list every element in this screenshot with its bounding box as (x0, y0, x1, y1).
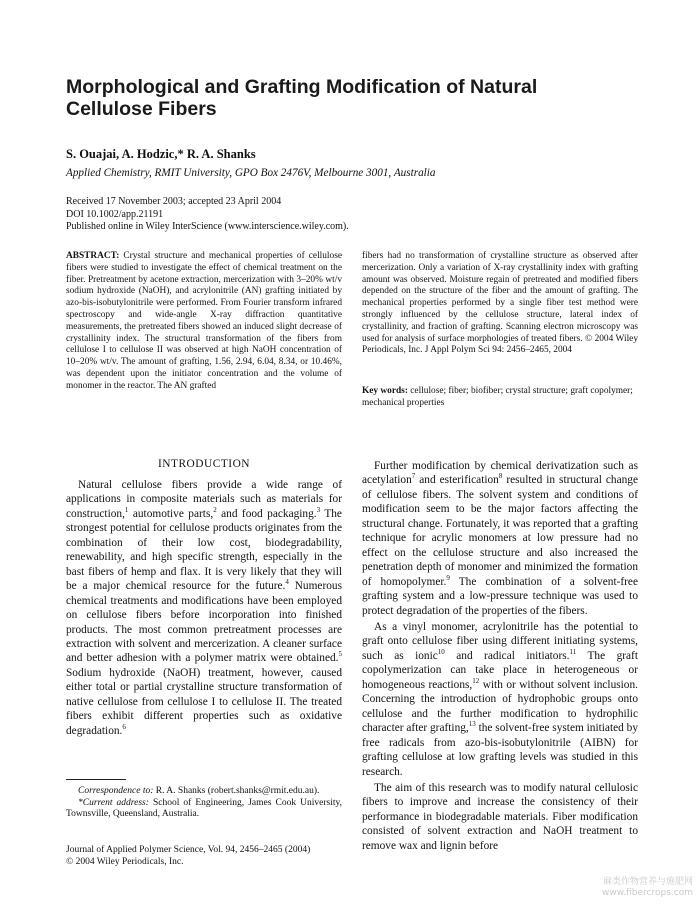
keywords (362, 386, 638, 410)
citation-ref: 2 (213, 506, 217, 515)
intro-paragraph-3 (362, 620, 638, 779)
footnote-text: R. A. Shanks (robert.shanks@rmit.edu.au). (153, 786, 320, 796)
text: Natural cellulose fibers provide a wide range of applications in composite materials such as materials for construction, (66, 479, 342, 520)
footnote-rule (66, 779, 126, 780)
citation-ref: 6 (122, 722, 126, 731)
text: Sodium hydroxide (NaOH) treatment, however, caused either total or partial crystalline structure transformation of native cellulose from cellulose I to cellulose II. The treated fibers exhibit different properties such as oxidative degradation. (66, 666, 342, 737)
journal-info (66, 845, 310, 868)
abstract-label: ABSTRACT: (66, 251, 120, 261)
text: and esterification (415, 474, 499, 487)
citation-ref: 12 (472, 677, 480, 686)
text: the solvent-free system initiated by free radicals from azo-bis-isobutylonitrile (AIBN) for grafting cellulose at low grafting levels was studied in this research. (362, 722, 638, 778)
citation-ref: 8 (498, 472, 503, 481)
section-heading-introduction: INTRODUCTION (157, 458, 251, 470)
abstract-text-left: Crystal structure and mechanical properties of cellulose fibers were studied to investigate the effect of chemical treatment on the fiber. Pretreatment by acetone extraction, mercerization with 3–20% wt/v sodium hydroxide (NaOH), and acrylonitrile (AN) grafting initiated by azo-bis-isobutylonitrile were performed. From Fourier transform infrared spectroscopy and wide-angle X-ray diffraction quantitative measurements, the pretreated fibers showed an induced slight decrease of crystallinity index. The structural transformation of the fibers from cellulose I to cellulose II was observed at high NaOH concentration of 10–20% wt/v. The amount of grafting, 1.56, 2.94, 6.04, 8.34, or 10.46%, was dependent upon the initiator concentration and the volume of monomer in the reactor. The AN grafted (66, 251, 342, 391)
keywords-label: Key words: (362, 386, 408, 396)
abstract-left (66, 251, 342, 393)
author-list: S. Ouajai, A. Hodzic,* R. A. Shanks (66, 147, 256, 161)
doi: DOI 10.1002/app.21191 (66, 208, 164, 220)
correspondence-note (66, 786, 342, 798)
text: automotive parts, (128, 507, 214, 520)
intro-column-right (362, 459, 638, 853)
text: and food packaging. (216, 507, 317, 520)
citation-ref: 7 (411, 472, 416, 481)
text: and radical initiators. (444, 649, 570, 662)
text: As a vinyl monomer, acrylonitrile has the potential to graft onto cellulose fiber using different initiating systems, such as ionic (362, 620, 638, 662)
received-date: Received 17 November 2003; accepted 23 April 2004 (66, 196, 282, 207)
intro-paragraph-1 (66, 478, 342, 738)
watermark (602, 877, 693, 899)
citation-ref: 13 (468, 720, 476, 729)
article-history (66, 196, 349, 234)
text: Numerous chemical treatments and modifications have been employed on cellulose fibers before incorporation into finished products. The most common pretreatment processes are extraction with solvent and mercerization. A cleaner surface and better adhesion with a polymer matrix were obtained. (66, 580, 342, 665)
affiliation: Applied Chemistry, RMIT University, GPO Box 2476V, Melbourne 3001, Australia (66, 167, 436, 179)
footnote-label: *Current address: (78, 797, 149, 808)
keywords-text: cellulose; fiber; biofiber; crystal structure; graft copolymer; mechanical properties (362, 386, 633, 408)
citation-ref: 11 (569, 648, 577, 657)
text: Further modification by chemical derivatization such as acetylation (362, 460, 638, 487)
text: The combination of a solvent-free grafting system and a low-pressure technique was used to protect degradation of the properties of the fibers. (362, 575, 638, 617)
text: resulted in structural change of cellulose fibers. The solvent system and conditions of modification seem to be the major factors affecting the structural change. Fortunately, it was reported that a grafting technique for acrylic monomers at low pressure had no effect on the cellulose structure and also increased the penetration depth of monomer and minimized the formation of homopolymer. (362, 474, 638, 588)
watermark-line-1: 麻类作物营养与施肥网 (602, 877, 693, 887)
footnote-text: School of Engineering, James Cook University, Townsville, Queensland, Australia. (66, 797, 342, 820)
abstract-right (362, 251, 638, 357)
citation-ref: 9 (446, 573, 450, 582)
citation-ref: 10 (437, 648, 445, 657)
paper-title: Morphological and Grafting Modification of Natural Cellulose Fibers (66, 76, 538, 120)
footnotes (66, 786, 342, 821)
intro-paragraph-4: The aim of this research was to modify natural cellulosic fibers to improve and increase the consistency of their performance in biodegradable materials. Fiber modification consisted of solvent extraction and NaOH treatment to remove wax and lignin before (362, 781, 638, 852)
intro-paragraph-2 (362, 459, 638, 618)
footnote-label: Correspondence to: (78, 786, 154, 796)
citation-ref: 3 (316, 506, 321, 515)
current-address-note (66, 798, 342, 821)
published-online: Published online in Wiley InterScience (www.interscience.wiley.com). (66, 221, 349, 233)
citation-ref: 1 (124, 506, 129, 515)
citation-ref: 5 (338, 650, 342, 659)
text: The graft copolymerization can take place in heterogeneous or homogeneous reactions, (362, 649, 638, 691)
text: The strongest potential for cellulose products originates from the combination of their low cost, biodegradability, renewability, and high specific strength, especially in the bast fibers of hemp and flax. It is very likely that they will be a major chemical resource for the future. (66, 507, 342, 593)
intro-column-left (66, 478, 342, 738)
text: with or without solvent inclusion. Concerning the introduction of hydrophobic groups onto cellulose and the further modification to hydrophilic character after grafting, (362, 678, 638, 735)
copyright: © 2004 Wiley Periodicals, Inc. (66, 856, 184, 867)
citation-ref: 4 (285, 578, 289, 587)
watermark-line-2: www.fibercrops.com (602, 888, 693, 898)
abstract-text-right: fibers had no transformation of crystalline structure as observed after mercerization. Only a variation of X-ray crystallinity index with grafting amount was observed. Moisture regain of pretreated and modified fibers depended on the structure of the fiber and the amount of grafting. The mechanical properties performed by a single fiber test method were strongly influenced by the cellulose structure, lateral index of crystallinity, and fraction of grafting. Scanning electron microscopy was used for analysis of surface morphologies of treated fibers. © 2004 Wiley Periodicals, Inc. J Appl Polym Sci 94: 2456–2465, 2004 (362, 251, 638, 356)
journal-citation: Journal of Applied Polymer Science, Vol. 94, 2456–2465 (2004) (66, 845, 311, 855)
